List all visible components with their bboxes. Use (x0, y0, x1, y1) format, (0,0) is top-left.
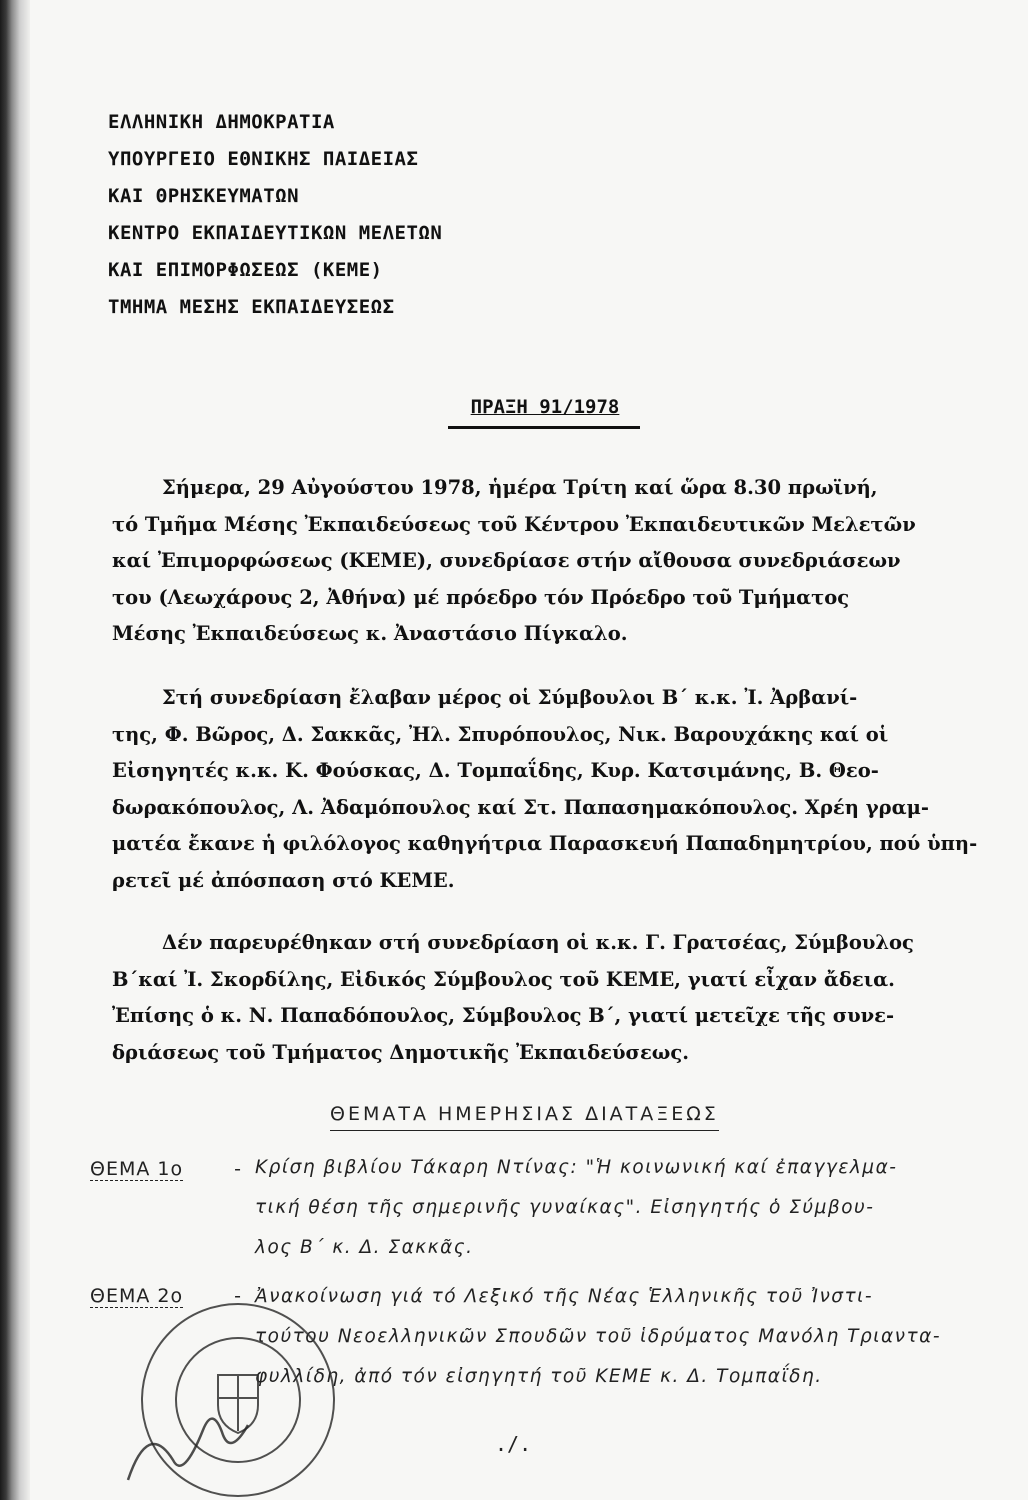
topic-line: λος Β΄ κ. Δ. Σακκᾶς. (255, 1237, 474, 1258)
paragraph-line: Β΄καί Ἰ. Σκορδίλης, Εἰδικός Σύμβουλος τοῦ ΚΕΜΕ, γιατί εἶχαν ἄδεια. (112, 967, 895, 991)
letterhead-line: ΤΜΗΜΑ ΜΕΣΗΣ ΕΚΠΑΙΔΕΥΣΕΩΣ (108, 296, 395, 318)
paragraph-opening (112, 470, 987, 653)
paragraph-line: του (Λεωχάρους 2, Ἀθήνα) μέ πρόεδρο τόν Πρόεδρο τοῦ Τμήματος (112, 585, 850, 609)
letterhead-line: ΚΕΝΤΡΟ ΕΚΠΑΙΔΕΥΤΙΚΩΝ ΜΕΛΕΤΩΝ (108, 222, 443, 244)
paragraph-line: δριάσεως τοῦ Τμήματος Δημοτικῆς Ἐκπαιδεύσεως. (112, 1040, 690, 1064)
paragraph-line: της, Φ. Βῶρος, Δ. Σακκᾶς, Ἠλ. Σπυρόπουλος, Νικ. Βαρουχάκης καί οἱ (112, 722, 889, 746)
paragraph-absentees (112, 925, 987, 1071)
topic-1-label: ΘΕΜΑ 1ο (90, 1158, 184, 1180)
paragraph-line: Ἐπίσης ὁ κ. Ν. Παπαδόπουλος, Σύμβουλος Β΄, γιατί μετεῖχε τῆς συνε- (112, 1004, 895, 1027)
topic-2-label: ΘΕΜΑ 2ο (90, 1285, 184, 1307)
topic-line: φυλλίδη, ἀπό τόν εἰσηγητή τοῦ ΚΕΜΕ κ. Δ. Τομπαΐδη. (255, 1366, 823, 1387)
continuation-mark: ./. (495, 1432, 532, 1456)
paragraph-line: ρετεῖ μέ ἀπόσπαση στό ΚΕΜΕ. (112, 868, 455, 892)
topic-2-dash: - (234, 1285, 243, 1307)
topic-line: τική θέση τῆς σημερινῆς γυναίκας". Εἰσηγητής ὁ Σύμβου- (255, 1197, 875, 1218)
act-title: ΠΡΑΞΗ 91/1978 (470, 396, 620, 418)
paragraph-attendees (112, 680, 987, 899)
letterhead-line: ΚΑΙ ΕΠΙΜΟΡΦΩΣΕΩΣ (ΚΕΜΕ) (108, 259, 383, 281)
letterhead-line: ΚΑΙ ΘΡΗΣΚΕΥΜΑΤΩΝ (108, 185, 300, 207)
paragraph-line: ματέα ἔκανε ἡ φιλόλογος καθηγήτρια Παρασκευή Παπαδημητρίου, πού ὑπη- (112, 832, 978, 855)
paragraph-line: Μέσης Ἐκπαιδεύσεως κ. Ἀναστάσιο Πίγκαλο. (112, 622, 628, 645)
letterhead-line: ΥΠΟΥΡΓΕΙΟ ΕΘΝΙΚΗΣ ΠΑΙΔΕΙΑΣ (108, 148, 419, 170)
coat-of-arms-icon (218, 1375, 258, 1433)
topic-1-text (255, 1148, 897, 1268)
paragraph-line: Δέν παρευρέθηκαν στή συνεδρίαση οἱ κ.κ. Γ. Γρατσέας, Σύμβουλος (162, 931, 914, 954)
official-stamp (88, 1290, 378, 1500)
act-title-underline (448, 426, 640, 429)
topic-line: τούτου Νεοελληνικῶν Σπουδῶν τοῦ ἱδρύματος Μανόλη Τριαντα- (255, 1326, 941, 1347)
paragraph-line: δωρακόπουλος, Λ. Ἀδαμόπουλος καί Στ. Παπασημακόπουλος. Χρέη γραμ- (112, 795, 929, 819)
topic-1-dash: - (234, 1158, 243, 1180)
paragraph-line: καί Ἐπιμορφώσεως (ΚΕΜΕ), συνεδρίασε στήν αἴθουσα συνεδριάσεων (112, 549, 901, 572)
topic-1-label-group (90, 1158, 242, 1180)
agenda-title: ΘΕΜΑΤΑ ΗΜΕΡΗΣΙΑΣ ΔΙΑΤΑΞΕΩΣ (330, 1100, 719, 1131)
paragraph-line: Εἰσηγητές κ.κ. Κ. Φούσκας, Δ. Τομπαΐδης, Κυρ. Κατσιμάνης, Β. Θεο- (112, 759, 879, 782)
topic-line: Ἀνακοίνωση γιά τό Λεξικό τῆς Νέας Ἑλληνικῆς τοῦ Ἰνστι- (255, 1286, 874, 1307)
paragraph-line: Στή συνεδρίαση ἔλαβαν μέρος οἱ Σύμβουλοι Β΄ κ.κ. Ἰ. Ἀρβανί- (162, 686, 858, 709)
paragraph-line: Σήμερα, 29 Αὐγούστου 1978, ἡμέρα Τρίτη καί ὥρα 8.30 πρωϊνή, (162, 476, 878, 499)
binding-shadow (0, 0, 30, 1500)
letterhead-line: ΕΛΛΗΝΙΚΗ ΔΗΜΟΚΡΑΤΙΑ (108, 111, 335, 133)
letterhead (108, 104, 442, 326)
topic-line: Κρίση βιβλίου Τάκαρη Ντίνας: "Ἡ κοινωνική καί ἐπαγγελμα- (255, 1157, 898, 1178)
paragraph-line: τό Τμῆμα Μέσης Ἐκπαιδεύσεως τοῦ Κέντρου Ἐκπαιδευτικῶν Μελετῶν (112, 512, 916, 536)
